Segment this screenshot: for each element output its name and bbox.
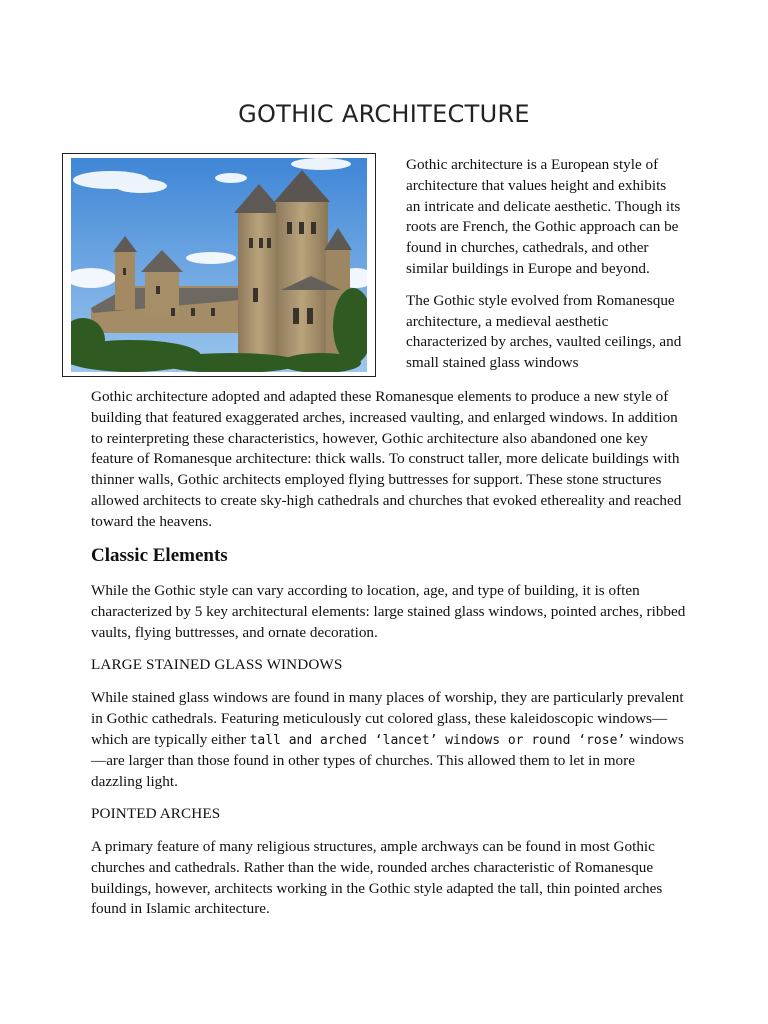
windows-paragraph <box>91 688 687 793</box>
abbey-photo-frame <box>62 153 376 377</box>
abbey-photo <box>71 158 367 372</box>
intro-paragraph-1: Gothic architecture is a European style of architecture that values height and exhibits an intricate and delicate aesthetic. Though its roots are French, the Gothic approach can be found in churches, cathedrals, and other similar buildings in Europe and beyond. <box>406 156 681 277</box>
subheading-stained-glass-windows: LARGE STAINED GLASS WINDOWS <box>91 656 343 673</box>
section-heading-classic-elements: Classic Elements <box>91 545 228 566</box>
arches-text-block <box>91 837 687 931</box>
classic-elements-text-block <box>91 581 687 654</box>
body-paragraph-1: Gothic architecture adopted and adapted these Romanesque elements to produce a new style of building that featured exaggerated arches, increased vaulting, and enlarged windows. In addition to reinterpreting these characteristics, however, Gothic architecture also abandoned one key feature of Romanesque architecture: thick walls. To construct taller, more delicate buildings with thinner walls, Gothic architects employed flying buttresses for support. These stone structures allowed architects to create sky-high cathedrals and churches that evoked ethereality and reached toward the heavens. <box>91 388 682 530</box>
intro-paragraph-2: The Gothic style evolved from Romanesque architecture, a medieval aesthetic characterized by arches, vaulted ceilings, and small stained glass windows <box>406 291 682 372</box>
intro-column <box>406 155 682 385</box>
arches-heading-block <box>91 805 687 823</box>
windows-heading-block <box>91 656 687 674</box>
windows-text-mono: tall and arched ‘lancet’ windows or round ‘rose’ <box>249 732 626 748</box>
classic-elements-section <box>91 545 687 567</box>
windows-text-before: While stained glass windows are found in many places of worship, they are particularly prevalent in Gothic cathedrals. Featuring meticulously cut colored glass, these kaleidoscopic windows—which are typically either <box>91 689 684 748</box>
windows-text-after: windows—are larger than those found in other types of churches. This allowed them to let in more dazzling light. <box>91 730 684 791</box>
page-title: GOTHIC ARCHITECTURE <box>238 100 530 128</box>
subheading-pointed-arches: POINTED ARCHES <box>91 805 221 822</box>
body-paragraph-1-block <box>91 387 687 544</box>
windows-text-block <box>91 688 687 804</box>
arches-paragraph: A primary feature of many religious structures, ample archways can be found in most Gothic churches and cathedrals. Rather than the wide, rounded arches characteristic of Romanesque buildings, however, architects working in the Gothic style adapted the tall, thin pointed arches found in Islamic architecture. <box>91 838 663 918</box>
classic-elements-paragraph: While the Gothic style can vary according to location, age, and type of building, it is often characterized by 5 key architectural elements: large stained glass windows, pointed arches, ribbed vaults, flying buttresses, and ornate decoration. <box>91 582 686 641</box>
